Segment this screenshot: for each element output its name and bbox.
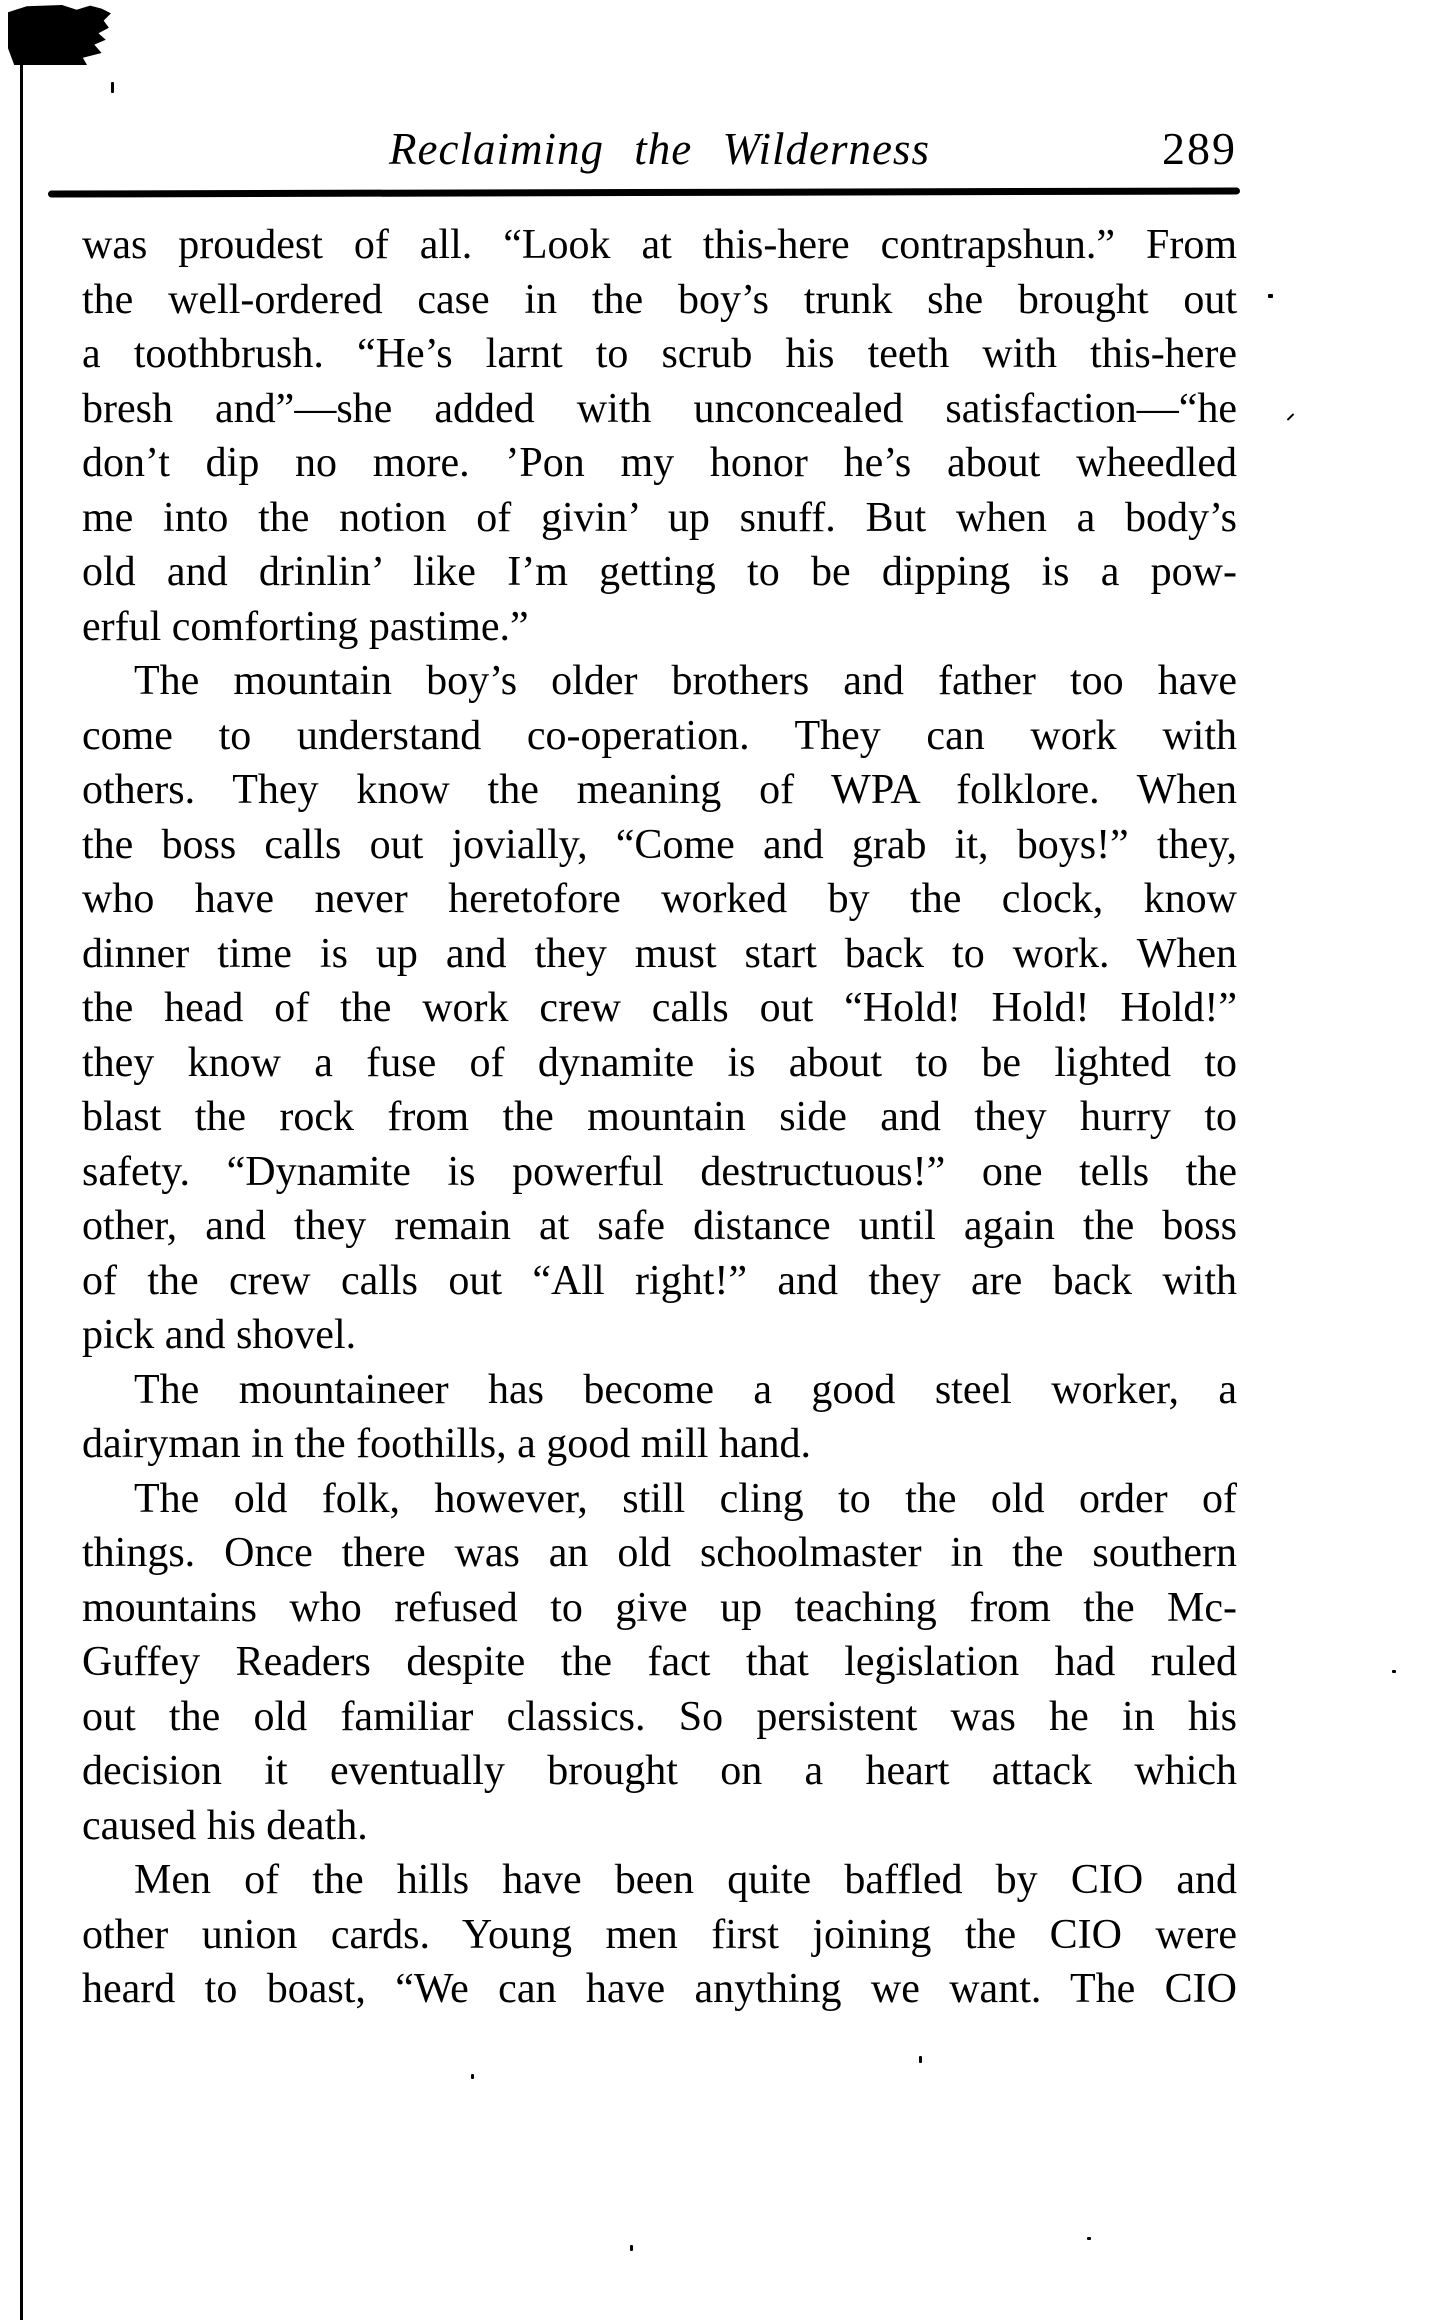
- text-line: dinner time is up and they must start back to work. When: [82, 930, 1237, 977]
- text-line: of the crew calls out “All right!” and they are back with: [82, 1257, 1237, 1304]
- text-line: don’t dip no more. ’Pon my honor he’s about wheedled: [82, 440, 1237, 486]
- text-line: decision it eventually brought on a heart attack which: [82, 1748, 1237, 1794]
- scan-ink-blob: [8, 5, 112, 65]
- text-line: safety. “Dynamite is powerful destructuous!” one tells the: [82, 1148, 1237, 1195]
- text-line: The mountain boy’s older brothers and father too have: [134, 658, 1237, 704]
- text-line: was proudest of all. “Look at this-here contrapshun.” From: [82, 222, 1237, 268]
- scan-spine-line: [20, 54, 23, 2320]
- text-line: heard to boast, “We can have anything we want. The CIO: [82, 1966, 1237, 2012]
- text-line: who have never heretofore worked by the clock, know: [82, 876, 1237, 922]
- text-line: bresh and”—she added with unconcealed satisfaction—“he: [82, 385, 1237, 432]
- ink-speck: [919, 2056, 922, 2063]
- text-line: the head of the work crew calls out “Hold! Hold! Hold!”: [82, 985, 1237, 1031]
- text-line: old and drinlin’ like I’m getting to be dipping is a pow-: [82, 549, 1237, 595]
- header-rule: [48, 187, 1240, 197]
- text-line: out the old familiar classics. So persistent was he in his: [82, 1693, 1237, 1740]
- text-line: dairyman in the foothills, a good mill hand.: [82, 1421, 812, 1467]
- text-line: other union cards. Young men first joining the CIO were: [82, 1911, 1237, 1958]
- text-line: the well-ordered case in the boy’s trunk she brought out: [82, 276, 1237, 323]
- text-line: Men of the hills have been quite baffled by CIO and: [134, 1857, 1237, 1903]
- text-line: caused his death.: [82, 1802, 368, 1849]
- text-line: Guffey Readers despite the fact that legislation had ruled: [82, 1639, 1237, 1685]
- ink-speck: [1087, 2237, 1091, 2240]
- text-line: pick and shovel.: [82, 1312, 357, 1358]
- ink-speck: [1268, 294, 1273, 298]
- page-number: 289: [1162, 123, 1237, 174]
- ink-speck: [1287, 413, 1295, 421]
- text-line: the boss calls out jovially, “Come and grab it, boys!” they,: [82, 821, 1237, 868]
- text-line: things. Once there was an old schoolmaster in the southern: [82, 1530, 1237, 1576]
- text-line: The mountaineer has become a good steel worker, a: [134, 1366, 1237, 1413]
- text-line: me into the notion of givin’ up snuff. But when a body’s: [82, 494, 1237, 541]
- body-text: [82, 218, 1237, 2017]
- text-line: come to understand co-operation. They can work with: [82, 712, 1237, 759]
- text-line: The old folk, however, still cling to the old order of: [134, 1475, 1237, 1522]
- ink-speck: [471, 2074, 474, 2079]
- ink-speck: [630, 2245, 633, 2251]
- ink-speck: [1392, 1670, 1396, 1673]
- text-line: they know a fuse of dynamite is about to be lighted to: [82, 1039, 1237, 1086]
- text-line: a toothbrush. “He’s larnt to scrub his teeth with this-here: [82, 331, 1237, 377]
- text-line: blast the rock from the mountain side and they hurry to: [82, 1094, 1237, 1140]
- ink-speck: [111, 82, 114, 93]
- text-line: mountains who refused to give up teaching from the Mc-: [82, 1584, 1237, 1631]
- text-line: erful comforting pastime.”: [82, 603, 529, 650]
- running-header: [82, 118, 1237, 180]
- page-title: Reclaiming the Wilderness: [389, 124, 930, 174]
- text-line: other, and they remain at safe distance until again the boss: [82, 1203, 1237, 1249]
- text-line: others. They know the meaning of WPA folklore. When: [82, 767, 1237, 813]
